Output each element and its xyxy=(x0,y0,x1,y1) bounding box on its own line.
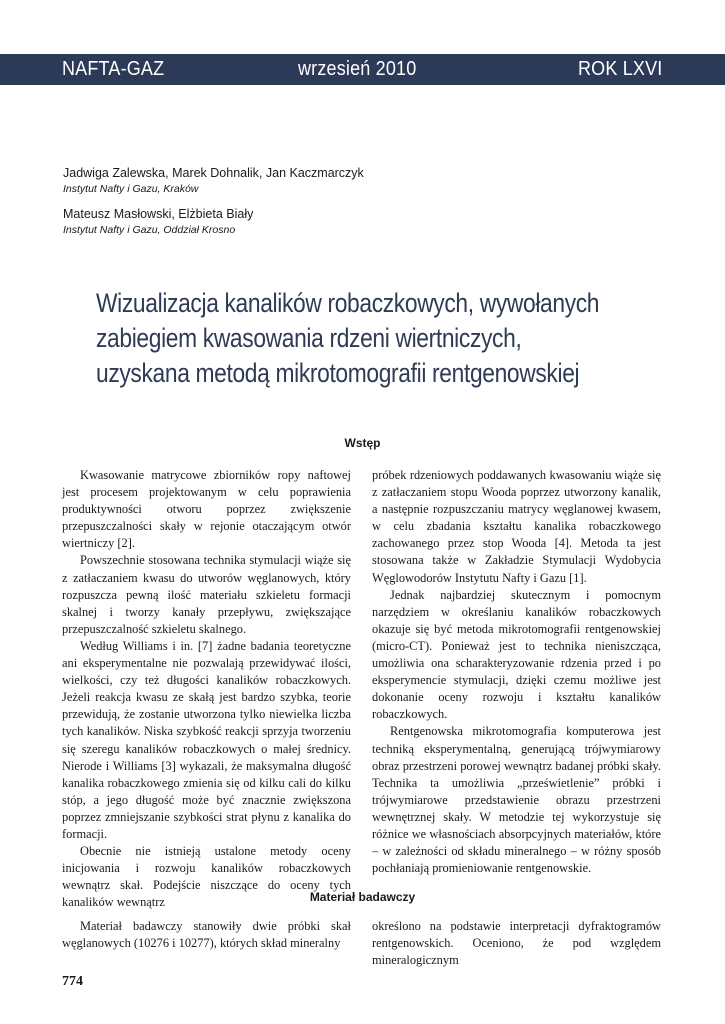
paragraph: Rentgenowska mikrotomografia komputerowa jest techniką eksperymentalną, generującą trójwymiarowy obraz przestrzeni porowej wewnątrz badanej próbki skały. Technika ta umożliwia „prześwietlenie” próbki i trójwymiarowe przedstawienie obrazu przestrzeni wewnętrznej skały. W metodzie tej wykorzystuje się różnice we własnościach absorpcyjnych materiałów, które – w zależności od składu mineralnego – w różny sposób pochłaniają promieniowanie rentgenowskie. xyxy=(372,724,661,876)
title-line: Wizualizacja kanalików robaczkowych, wywołanych xyxy=(96,288,600,318)
intro-left-column xyxy=(62,467,351,911)
material-left-column xyxy=(62,918,351,952)
title-line: uzyskana metodą mikrotomografii rentgenowskiej xyxy=(96,358,580,388)
author-group-2 xyxy=(63,207,253,236)
author-institution: Instytut Nafty i Gazu, Oddział Krosno xyxy=(63,224,236,236)
paragraph: Kwasowanie matrycowe zbiorników ropy naftowej jest procesem projektowanym w celu poprawienia produktywności otworu poprzez zwiększenie przepuszczalności skały w rejonie otaczającym otwór wiertniczy [2]. xyxy=(62,468,351,551)
title-line: zabiegiem kwasowania rdzeni wiertniczych, xyxy=(96,323,522,353)
paragraph: Jednak najbardziej skutecznym i pomocnym narzędziem w określaniu kanalików robaczkowych okazuje się być metoda mikrotomografii rentgenowskiej (micro-CT). Ponieważ jest to technika nieniszcząca, umożliwia ona scharakteryzowanie rdzenia przed i po eksperymencie stymulacji, dzięki czemu możliwe jest dokonanie oceny rozwoju i kształtu kanalików robaczkowych. xyxy=(372,587,661,722)
issue-date: wrzesień 2010 xyxy=(298,58,417,80)
paragraph: próbek rdzeniowych poddawanych kwasowaniu wiąże się z zatłaczaniem stopu Wooda poprzez utworzony kanalik, a następnie rozpuszczaniu matrycy węglanowej kwasem, w celu zbadania kształtu kanalika robaczkowego zachowanego przez stop Wooda [4]. Metoda ta jest stosowana także w Zakładzie Stymulacji Wydobycia Węglowodorów Instytutu Nafty i Gazu [1]. xyxy=(372,468,661,585)
intro-right-column xyxy=(372,467,661,877)
journal-header-bar xyxy=(0,54,725,85)
section-heading-intro: Wstęp xyxy=(344,436,381,450)
article-title xyxy=(96,286,696,391)
author-institution: Instytut Nafty i Gazu, Kraków xyxy=(63,183,199,195)
author-names: Jadwiga Zalewska, Marek Dohnalik, Jan Kaczmarczyk xyxy=(63,166,364,180)
section-heading-material: Materiał badawczy xyxy=(309,890,416,904)
paragraph: Obecnie nie istnieją ustalone metody oceny inicjowania i rozwoju kanalików robaczkowych wewnątrz skał. Podejście niszczące do oceny tych kanalików wewnątrz xyxy=(62,844,351,910)
journal-name: NAFTA-GAZ xyxy=(62,58,165,80)
paragraph: Materiał badawczy stanowiły dwie próbki skał węglanowych (10276 i 10277), których skład mineralny xyxy=(62,919,351,951)
author-group-1 xyxy=(63,166,364,195)
paragraph: określono na podstawie interpretacji dyfraktogramów rentgenowskich. Oceniono, że pod względem mineralogicznym xyxy=(372,919,661,968)
journal-volume: ROK LXVI xyxy=(578,58,663,80)
page-number: 774 xyxy=(62,974,83,989)
paragraph: Powszechnie stosowana technika stymulacji wiąże się z zatłaczaniem kwasu do utworów węglanowych, który rozpuszcza pewną ilość materiału szkieletu formacji skalnej i tworzy kanały przepływu, zwiększające przepuszczalność szkieletu skalnego. xyxy=(62,553,351,636)
paragraph: Według Williams i in. [7] żadne badania teoretyczne ani eksperymentalne nie pozwalają przewidywać ilości, wielkości, czy też długości kanalików robaczkowych. Jeżeli reakcja kwasu ze skałą jest bardzo szybka, teorie przewidują, że zostanie utworzona tylko niewielka liczba tych kanalików. Niska szybkość reakcji sprzyja tworzeniu się szeregu kanalików robaczkowych o małej średnicy. Nierode i Williams [3] wykazali, że maksymalna długość kanalika robaczkowego zmienia się od kilku cali do kilku stóp, a jego długość może być znacznie zwiększona poprzez zmniejszanie szybkości strat płynu z kanalika do formacji. xyxy=(62,638,351,841)
material-right-column xyxy=(372,918,661,969)
author-names: Mateusz Masłowski, Elżbieta Biały xyxy=(63,207,254,221)
